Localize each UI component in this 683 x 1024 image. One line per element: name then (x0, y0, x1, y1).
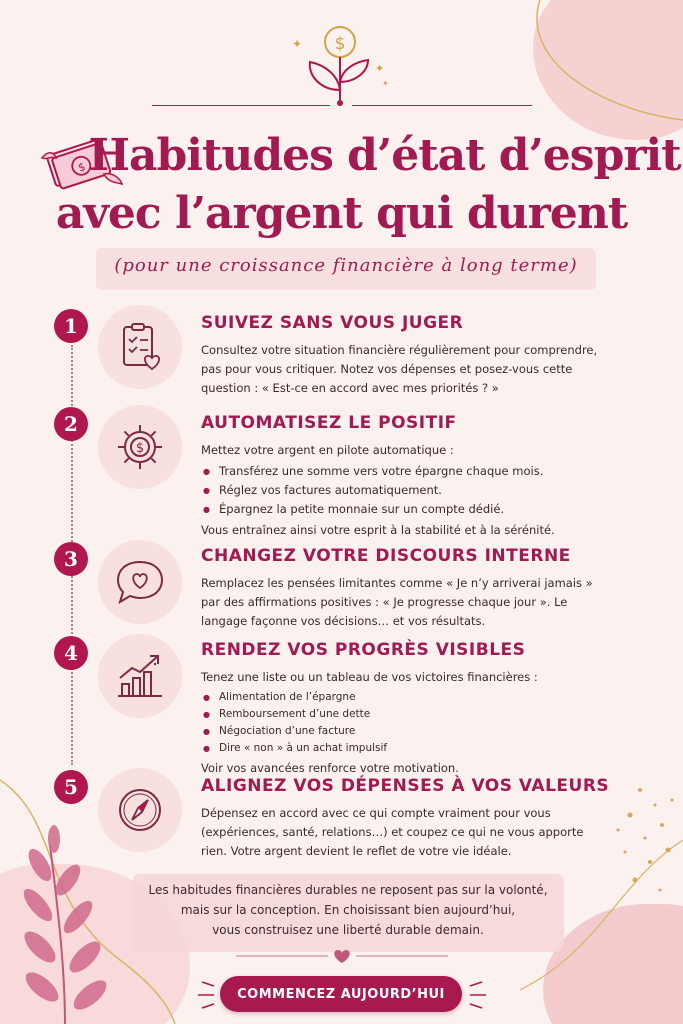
step-content (201, 546, 601, 631)
speech-bubble-heart-icon (98, 540, 182, 624)
svg-text:✦: ✦ (375, 62, 385, 75)
step-outro: Voir vos avancées renforce votre motivation. (201, 761, 459, 775)
sparkle-lines-right-icon (464, 980, 494, 1010)
heart-icon (334, 950, 349, 963)
svg-text:$: $ (76, 159, 88, 175)
subtitle: (pour une croissance financière à long terme) (114, 255, 578, 276)
step-number: 5 (54, 770, 88, 804)
svg-text:✦: ✦ (292, 37, 303, 51)
heart-divider (0, 948, 683, 964)
list-item: ● Transférez une somme vers votre épargne chaque mois. (201, 462, 601, 481)
step-title: ALIGNEZ VOS DÉPENSES À VOS VALEURS (201, 776, 610, 796)
step-text: Dépensez en accord avec ce qui compte vraiment pour vous (expériences, santé, relations…) et coupez ce qui ne vous apporte rien. Votre argent devient le reflet de votre vie idéale. (201, 806, 584, 858)
step-text: Remplacez les pensées limitantes comme « Je n’y arriverai jamais » par des affirmations positives : « Je progresse chaque jour ». Le langage façonne vos décisions… et vos résultats. (201, 576, 593, 628)
step-bullet-list (201, 689, 601, 757)
list-item: ● Remboursement d’une dette (201, 706, 601, 723)
clipboard-heart-icon (98, 305, 182, 389)
leafy-plant-illustration (10, 825, 120, 1024)
top-divider-left (152, 105, 330, 106)
sparkle-lines-left-icon (190, 980, 220, 1010)
step-title: AUTOMATISEZ LE POSITIF (201, 413, 457, 433)
step-intro: Mettez votre argent en pilote automatique : (201, 443, 454, 457)
step-content (201, 413, 601, 540)
top-divider-right (352, 105, 532, 106)
title-line-1: Habitudes d’état d’esprit (88, 130, 681, 181)
gear-dollar-icon (98, 405, 182, 489)
step-number: 4 (54, 636, 88, 670)
step-title: SUIVEZ SANS VOUS JUGER (201, 313, 464, 333)
list-item: ● Alimentation de l’épargne (201, 689, 601, 706)
step-number: 2 (54, 407, 88, 441)
title-line-2: avec l’argent qui durent (55, 188, 628, 239)
svg-text:$: $ (135, 441, 145, 456)
step-content (201, 313, 601, 398)
list-item: ● Épargnez la petite monnaie sur un compte dédié. (201, 500, 601, 519)
step-intro: Tenez une liste ou un tableau de vos victoires financières : (201, 670, 538, 684)
svg-text:$: $ (334, 34, 346, 54)
step-title: RENDEZ VOS PROGRÈS VISIBLES (201, 640, 526, 660)
closing-line-1: Les habitudes financières durables ne reposent pas sur la volonté, (148, 883, 548, 897)
closing-quote (132, 880, 564, 940)
list-item: ● Négociation d’une facture (201, 723, 601, 740)
step-text: Consultez votre situation financière régulièrement pour comprendre, pas pour vous critiquer. Notez vos dépenses et posez-vous cette question : « Est-ce en accord avec mes priorités ? » (201, 343, 598, 395)
closing-line-2: mais sur la conception. En choisissant bien aujourd’hui, (180, 903, 516, 917)
growth-chart-icon (98, 634, 182, 718)
step-number: 1 (54, 309, 88, 343)
step-bullet-list (201, 462, 601, 519)
list-item: ● Réglez vos factures automatiquement. (201, 481, 601, 500)
step-title: CHANGEZ VOTRE DISCOURS INTERNE (201, 546, 571, 566)
closing-line-3: vous construisez une liberté durable demain. (212, 923, 484, 937)
money-plant-icon (280, 20, 400, 110)
page-title (0, 127, 683, 243)
list-item: ● Dire « non » à un achat impulsif (201, 740, 601, 757)
step-content (201, 776, 611, 861)
step-number: 3 (54, 542, 88, 576)
start-today-button[interactable]: COMMENCEZ AUJOURD’HUI (220, 976, 462, 1012)
step-content (201, 640, 601, 778)
svg-text:✦: ✦ (382, 79, 389, 88)
step-outro: Vous entraînez ainsi votre esprit à la stabilité et à la sérénité. (201, 523, 555, 537)
